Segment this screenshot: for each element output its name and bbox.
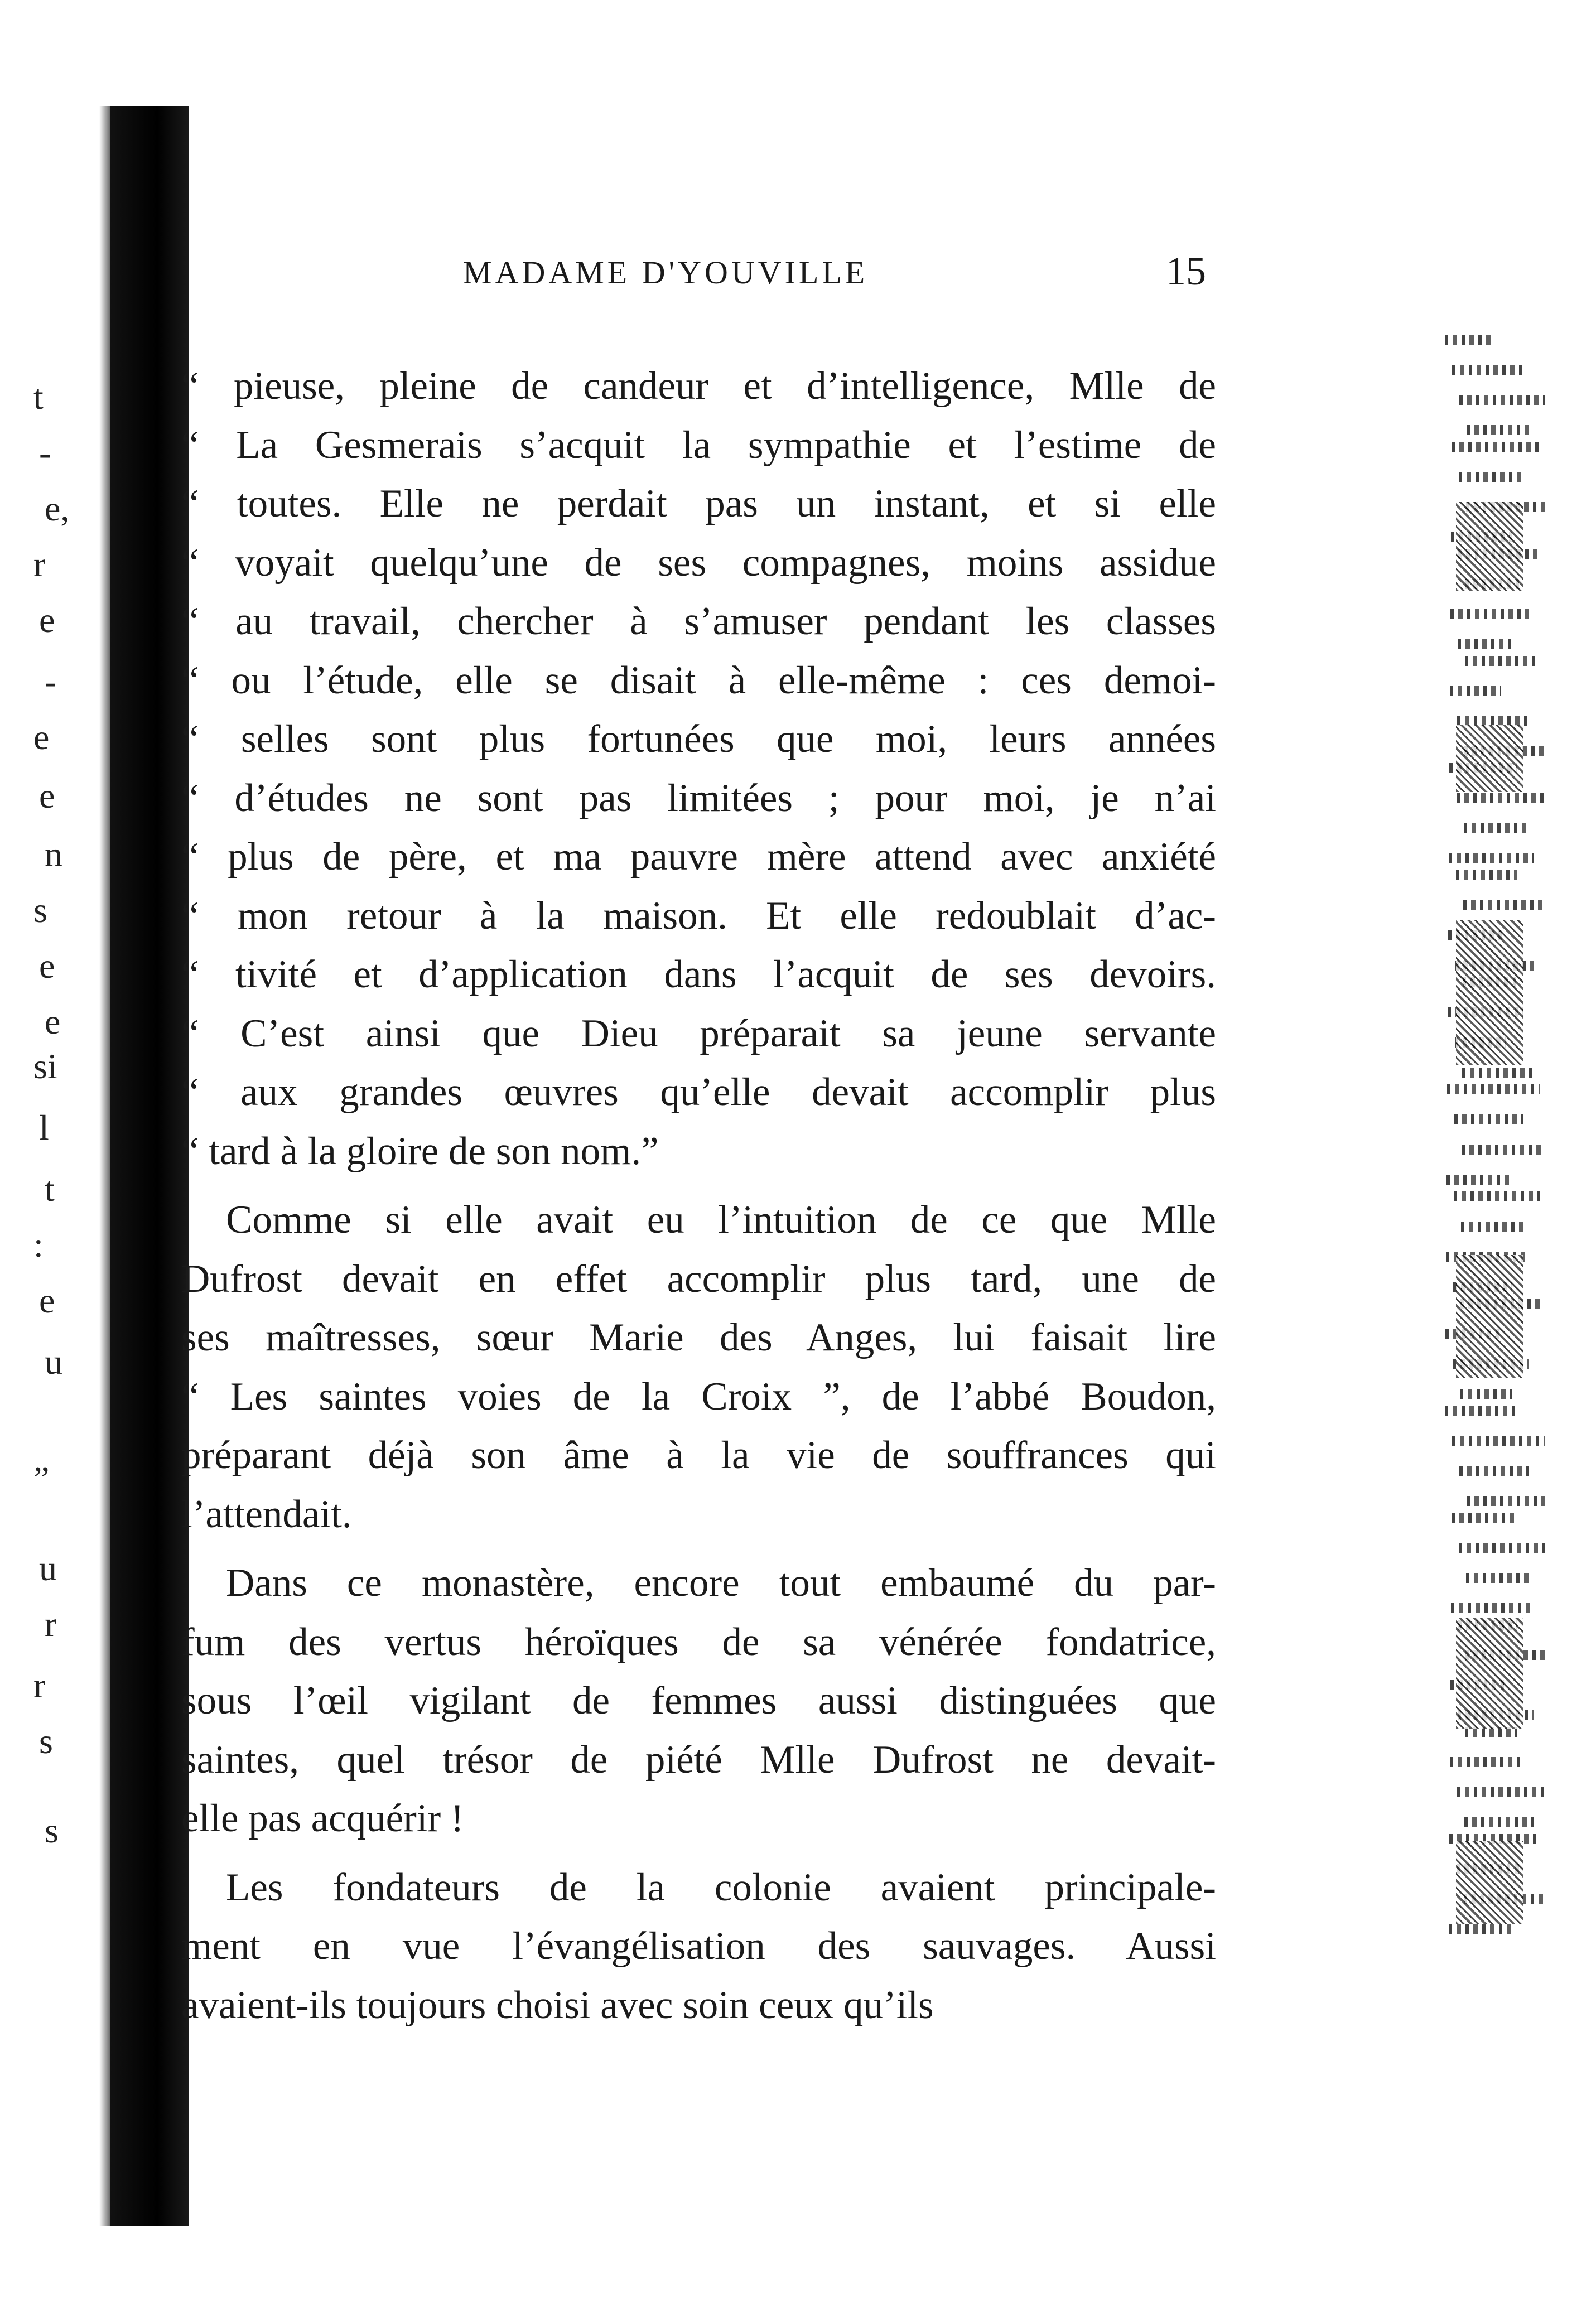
- paragraph: [181, 1554, 1216, 1849]
- text-line: “ voyait quelqu’une de ses compagnes, moins assidue: [181, 540, 1216, 585]
- margin-fragment: t: [45, 1169, 55, 1209]
- text-line: Dufrost devait en effet accomplir plus tard, une de: [181, 1257, 1216, 1301]
- text-line: “ Les saintes voies de la Croix ”, de l’abbé Boudon,: [181, 1374, 1216, 1418]
- noise-line: [1462, 1145, 1545, 1155]
- noise-line: [1447, 1084, 1540, 1094]
- noise-line: [1457, 1787, 1545, 1797]
- text-line: “ toutes. Elle ne perdait pas un instant, et si elle: [181, 482, 1216, 525]
- text-line: “ tivité et d’application dans l’acquit de ses devoirs.: [181, 953, 1216, 996]
- text-line: Comme si elle avait eu l’intuition de ce que Mlle: [226, 1198, 1216, 1242]
- margin-fragment: t: [33, 377, 44, 417]
- noise-block: [1456, 502, 1523, 591]
- noise-line: [1450, 609, 1529, 619]
- margin-fragment: e,: [45, 489, 70, 528]
- noise-line: [1467, 1496, 1545, 1506]
- noise-line: [1459, 1543, 1545, 1553]
- noise-block: [1456, 725, 1523, 792]
- noise-line: [1449, 853, 1534, 863]
- noise-line: [1462, 1068, 1534, 1078]
- noise-line: [1467, 425, 1534, 435]
- text-line: “ La Gesmerais s’acquit la sympathie et l’estime de: [181, 423, 1216, 467]
- margin-fragment: u: [45, 1342, 62, 1382]
- margin-fragment: e: [45, 1002, 61, 1041]
- noise-line: [1456, 870, 1517, 880]
- noise-line: [1464, 823, 1529, 833]
- running-header: MADAME D'YOUVILLE: [463, 254, 869, 291]
- text-line: “ tard à la gloire de son nom.”: [181, 1129, 659, 1173]
- noise-line: [1449, 1924, 1512, 1934]
- text-line: “ aux grandes œuvres qu’elle devait accomplir plus: [181, 1070, 1216, 1114]
- noise-line: [1452, 365, 1523, 375]
- noise-block: [1456, 920, 1523, 1065]
- noise-line: [1450, 1757, 1523, 1767]
- text-line: elle pas acquérir !: [181, 1797, 464, 1840]
- text-line: Les fondateurs de la colonie avaient principale-: [226, 1865, 1216, 1909]
- noise-line: [1460, 1389, 1512, 1399]
- noise-line: [1452, 1436, 1545, 1446]
- page-number: 15: [1166, 249, 1206, 293]
- noise-line: [1445, 1406, 1517, 1416]
- noise-line: [1451, 1603, 1534, 1613]
- noise-block: [1456, 1618, 1523, 1729]
- text-line: “ C’est ainsi que Dieu préparait sa jeune servante: [181, 1011, 1216, 1055]
- text-line: ment en vue l’évangélisation des sauvages. Aussi: [181, 1924, 1216, 1968]
- margin-fragment: r: [33, 1666, 46, 1705]
- text-line: “ pieuse, pleine de candeur et d’intelligence, Mlle de: [181, 364, 1216, 408]
- previous-page-margin-fragments: [22, 0, 106, 2307]
- paragraph: [181, 1191, 1216, 1544]
- text-line: “ ou l’étude, elle se disait à elle-même : ces demoi-: [181, 658, 1216, 702]
- noise-line: [1454, 1191, 1540, 1201]
- noise-line: [1450, 686, 1501, 696]
- noise-line: [1466, 1573, 1529, 1583]
- binding-shadow: [110, 106, 189, 2226]
- margin-fragment: :: [33, 1225, 44, 1264]
- noise-line: [1458, 639, 1512, 649]
- text-line: préparant déjà son âme à la vie de souffrances qui: [181, 1434, 1216, 1477]
- noise-line: [1452, 442, 1540, 452]
- bleed-through-noise: [1445, 335, 1545, 2008]
- text-line: saintes, quel trésor de piété Mlle Dufrost ne devait-: [181, 1738, 1216, 1782]
- margin-fragment: ”: [33, 1459, 50, 1499]
- text-line: fum des vertus héroïques de sa vénérée fondatrice,: [181, 1620, 1216, 1664]
- noise-line: [1445, 335, 1495, 345]
- text-line: “ d’études ne sont pas limitées ; pour moi, je n’ai: [181, 776, 1216, 820]
- text-line: ses maîtresses, sœur Marie des Anges, lui faisait lire: [181, 1316, 1216, 1359]
- margin-fragment: e: [39, 600, 55, 640]
- paragraph: [181, 357, 1216, 1181]
- noise-line: [1454, 1114, 1523, 1124]
- margin-fragment: -: [45, 662, 57, 701]
- text-line: “ mon retour à la maison. Et elle redoublait d’ac-: [181, 894, 1216, 938]
- margin-fragment: l: [39, 1108, 49, 1147]
- noise-line: [1464, 1817, 1534, 1827]
- noise-line: [1459, 472, 1523, 482]
- noise-line: [1452, 1513, 1517, 1523]
- margin-fragment: n: [45, 834, 62, 874]
- margin-fragment: si: [33, 1046, 57, 1086]
- margin-fragment: e: [33, 717, 50, 757]
- margin-fragment: e: [39, 1281, 55, 1320]
- text-line: “ au travail, chercher à s’amuser pendant les classes: [181, 600, 1216, 643]
- margin-fragment: s: [39, 1721, 53, 1761]
- margin-fragment: u: [39, 1548, 57, 1588]
- noise-line: [1459, 1466, 1529, 1476]
- margin-fragment: e: [39, 946, 55, 986]
- noise-line: [1465, 656, 1540, 666]
- margin-fragment: r: [33, 544, 46, 584]
- text-line: avaient-ils toujours choisi avec soin ceux qu’ils: [181, 1983, 934, 2027]
- noise-line: [1446, 1175, 1512, 1185]
- noise-block: [1456, 1841, 1523, 1924]
- noise-block: [1456, 1255, 1523, 1378]
- noise-line: [1459, 395, 1545, 405]
- body-text: [181, 357, 1216, 2035]
- noise-line: [1463, 900, 1545, 910]
- margin-fragment: r: [45, 1604, 57, 1644]
- text-line: “ selles sont plus fortunées que moi, leurs années: [181, 717, 1216, 761]
- text-line: “ plus de père, et ma pauvre mère attend avec anxiété: [181, 835, 1216, 879]
- margin-fragment: -: [39, 433, 51, 472]
- noise-line: [1461, 1222, 1523, 1232]
- margin-fragment: s: [45, 1811, 59, 1850]
- margin-fragment: e: [39, 776, 55, 815]
- text-line: l’attendait.: [181, 1492, 352, 1536]
- margin-fragment: s: [33, 890, 47, 930]
- noise-line: [1457, 793, 1545, 803]
- paragraph: [181, 1859, 1216, 2035]
- text-line: Dans ce monastère, encore tout embaumé du par-: [226, 1561, 1216, 1605]
- text-line: sous l’œil vigilant de femmes aussi distinguées que: [181, 1679, 1216, 1722]
